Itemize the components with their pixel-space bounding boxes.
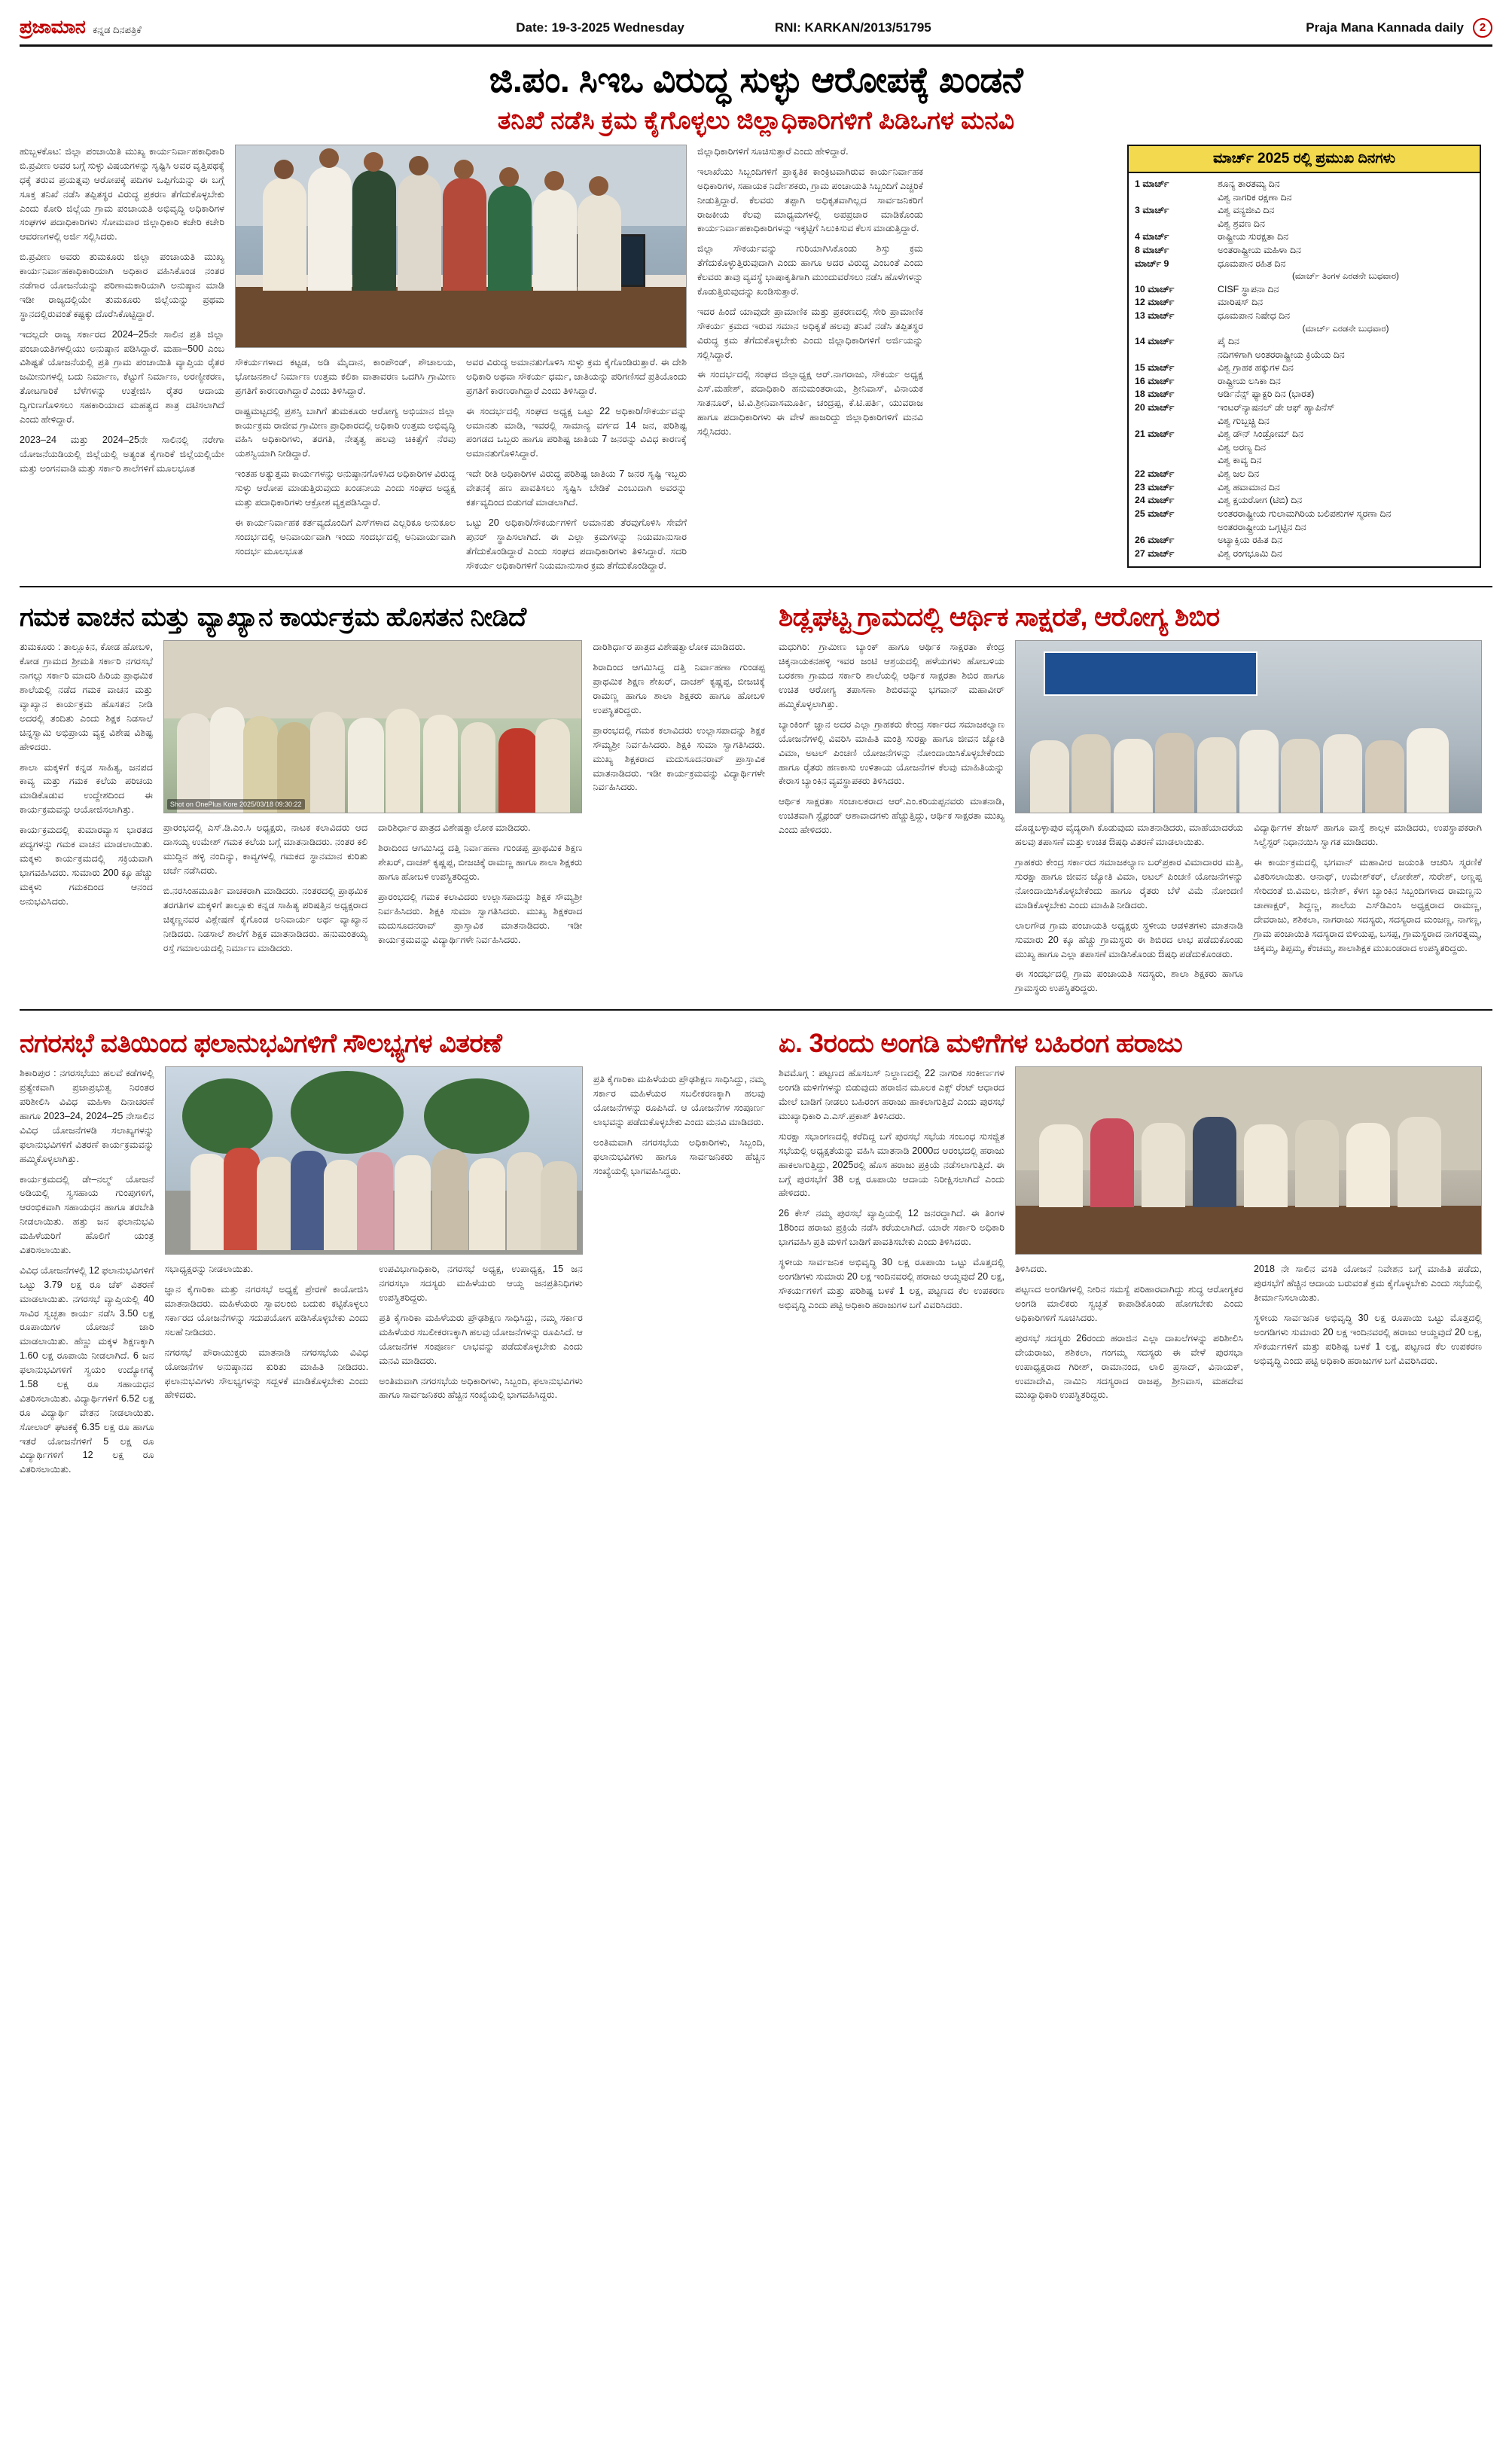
- paragraph: ಈ ಕಾರ್ಯಕ್ರಮದಲ್ಲಿ ಭಗವಾನ್ ಮಹಾವೀರ ಜಯಂತಿ ಆಚರಿಸಿ ಸ್ಮರಣಿಕೆ ವಿತರಿಸಲಾಯಿತು. ಆನಾಥ್, ಉಮೇಶ್‌ಕರ್, ಲೋಕೇಶ್, ಸುರೇಶ್, ಅಣ್ಣಪ್ಪ ಸೇರಿದಂತೆ ಬಿ.ವಿಮಲ, ಜಿನೇಶ್, ಕೆಳಗ ಬ್ಯಾಂಕಿನ ಸಿಬ್ಬಂದಿಗಳಾದ ರಾಮಣ್ಣನು ಚಾಣಾಕ್ಷರ್, ಶಿದ್ದಣ್ಣ, ಶಾಲೆಯ ಎಸ್‌ಡಿಎಂಸಿ ಅಧ್ಯಕ್ಷರಾದ ರಾಮಣ್ಣ, ದೇವರಾಜು, ಶಶಿಕಲಾ, ನಾಗರಾಜು ಸದಸ್ಯರು, ಸದಸ್ಯರಾದ ಮಂಜಣ್ಣ, ನಾಗಣ್ಣ, ಗ್ರಾಮ ಪಂಚಾಯಿತಿ ಸದಸ್ಯರಾದ ಬಿಳಿಯಪ್ಪ, ಬಸಪ್ಪ, ಗ್ರಾಮಸ್ಥರಾದ ನಾಗರತ್ನಮ್ಮ, ಚಿಕ್ಕಮ್ಮ, ತಿಪ್ಪಮ್ಮ, ಕೆಂಚಮ್ಮ, ಶಾಲಾಶಿಕ್ಷಕ ಮುಖಂಡರಾದ ಉಪಸ್ಥಿತರಿದ್ದರು.: [1254, 857, 1482, 953]
- paragraph: ಈ ಸಂದರ್ಭದಲ್ಲಿ ಗ್ರಾಮ ಪಂಚಾಯತಿ ಸದಸ್ಯರು, ಶಾಲಾ ಶಿಕ್ಷಕರು ಹಾಗೂ ಗ್ರಾಮಸ್ಥರು ಉಪಸ್ಥಿತರಿದ್ದರು.: [1015, 968, 1243, 994]
- day-date: [1135, 415, 1213, 429]
- day-row: [1135, 375, 1474, 389]
- paragraph: ಇಲಾಖೆಯು ಸಿಬ್ಬಂದಿಗಳಿಗೆ ಪ್ರಾಕೃತಿಕ ಕಾಂಕ್ರಿಟವಾಗಿರುವ ಕಾರ್ಯನಿರ್ವಾಹಕ ಅಧಿಕಾರಿಗಳ, ಸಹಾಯಕ ನಿರ್ದೇಶಕರು, ಗ್ರಾಮ ಪಂಚಾಯತಿ ಸಿಬ್ಬಂದಿಗೆ ಎಚ್ಚರಿಕೆ ನೀಡುತ್ತಿದ್ದಾರೆ. ಕೆಲವರು ತಪ್ಪಾಗಿ ಅಧಿಕೃತವಾಗಿಲ್ಲದ ಸಾರ್ವಜನಿಕರಿಗೆ ರಾಜಕೀಯ ಕೆಲವು ಮಾಧ್ಯಮಗಳಲ್ಲಿ ಅಪಪ್ರಚಾರ ಮಾಡಿಕೊಂಡು ಕಾರ್ಯನಿರ್ವಾಹಕಾಧಿಕಾರಿಗಳನ್ನು ಇಕ್ಕಟ್ಟಿಗೆ ಸಿಲುಕಿಸುವ ಕೆಲಸ ಮಾಡುತ್ತಿದ್ದಾರೆ.: [697, 166, 923, 234]
- day-name: ಅಟ್ಯಾಕ್ಸಿಯ ರಹಿತ ದಿನ: [1218, 535, 1283, 546]
- paragraph: ದಾರಿಶಿರ್ಧಾರ ಪಾತ್ರದ ವಿಶೇಷತ್ವಾಲೋಕ ಮಾಡಿದರು.: [593, 642, 745, 653]
- day-date: [1135, 191, 1213, 205]
- paragraph: ಸಭಾಧ್ಯಕ್ಷರನ್ನು ನೀಡಲಾಯಿತು.: [164, 1264, 254, 1275]
- paragraph: ಜ್ಞಾನ ಕೈಗಾರಿಕಾ ಮತ್ತು ನಗರಸಭೆ ಅಧ್ಯಕ್ಷೆ ಪ್ರೇರಣೆ ಕಾಯೋಜಿಸಿ ಮಾತನಾಡಿದರು. ಮಹಿಳೆಯರು ಸ್ವಾವಲಂಬಿ ಬದುಕು ಕಟ್ಟಿಕೊಳ್ಳಲು ಸರ್ಕಾರದ ಯೋಜನೆಗಳನ್ನು ಸದುಪಯೋಗ ಪಡಿಸಿಕೊಳ್ಳಬೇಕು ಎಂದು ಸಲಹೆ ನೀಡಿದರು.: [164, 1284, 369, 1337]
- day-date: 16 ಮಾರ್ಚ್: [1135, 375, 1175, 386]
- paragraph: ಸೌಕರ್ಯಗಳಾದ ಕಟ್ಟಡ, ಅಡಿ ಮೈದಾನ, ಕಾಂಪೌಂಡ್, ಶೌಚಾಲಯ, ಭೋಜನಶಾಲೆ ನಿರ್ಮಾಣ ಉತ್ತಮ ಕಲಿಕಾ ವಾತಾವರಣ ಒದಗಿಸಿ ಗ್ರಾಮೀಣ ಪ್ರಗತಿಗೆ ಕಾರಣರಾಗಿದ್ದಾರೆ ಎಂದು ತಿಳಿಸಿದ್ದಾರೆ.: [235, 357, 456, 396]
- paragraph: ಪ್ರಾರಂಭದಲ್ಲಿ ಗಮಕ ಕಲಾವಿದರು ಉಲ್ಲಾಸಪಾದನ್ನು ಶಿಕ್ಷಕ ಸೌಮ್ಯಶ್ರೀ ನಿರ್ವಹಿಸಿದರು. ಶಿಕ್ಷಕಿ ಸುಮಾ ಸ್ವಾಗತಿಸಿದರು. ಮುಖ್ಯ ಶಿಕ್ಷಕರಾದ ಮದುಸೂದನರಾವ್ ಪ್ರಾಸ್ತಾವಿಕ ಮಾತನಾಡಿದರು. ಇಡೀ ಕಾರ್ಯಕ್ರಮವನ್ನು ವಿದ್ಯಾರ್ಥಿಗಳೇ ನಿರ್ವಹಿಸಿದರು.: [378, 892, 583, 945]
- day-name: ವಿಶ್ವ ಅರಣ್ಯ ದಿನ: [1218, 441, 1266, 453]
- story-financial-literacy: [779, 592, 1492, 1002]
- story-financial-column-1: [779, 640, 1004, 1002]
- story-nagarasabhe-headline: ನಗರಸಭೆ ವತಿಯಿಂದ ಫಲಾನುಭವಿಗಳಿಗೆ ಸೌಲಭ್ಯಗಳ ವಿತರಣೆ: [20, 1029, 502, 1059]
- day-name: ಅಂತರರಾಷ್ಟ್ರೀಯ ಒಗ್ಗಟ್ಟಿನ ದಿನ: [1218, 521, 1306, 532]
- masthead-meta: [516, 20, 931, 35]
- day-row: [1135, 428, 1474, 441]
- paragraph: ದಾರಿಶಿರ್ಧಾರ ಪಾತ್ರದ ವಿಶೇಷತ್ವಾಲೋಕ ಮಾಡಿದರು.: [378, 822, 531, 834]
- day-row: [1135, 415, 1474, 429]
- day-name: ರಾಷ್ಟ್ರೀಯ ಸುರಕ್ಷತಾ ದಿನ: [1218, 231, 1288, 242]
- story-gamaka-column-2: [163, 640, 583, 961]
- day-date: 20 ಮಾರ್ಚ್: [1135, 402, 1175, 413]
- important-days-sidebar: [1127, 145, 1481, 568]
- day-date: 24 ಮಾರ್ಚ್: [1135, 495, 1175, 506]
- paragraph: ಪಟ್ಟಣದ ಅಂಗಡಿಗಳಲ್ಲಿ ನೀರಿನ ಸಮಸ್ಯೆ ಪರಿಹಾರವಾಗಿದ್ದು ಶುದ್ಧ ಆರೋಗ್ಯಕರ ಅಂಗಡಿ ಮಾಲಿಕರು ಸ್ವಚ್ಛತೆ ಕಾಪಾಡಿಕೊಂಡು ಹೋಗಬೇಕು ಎಂದು ಅಧಿಕಾರಿಗಳಿಗೆ ಸೂಚಿಸಿದರು.: [1015, 1284, 1243, 1323]
- day-name: ರಾಷ್ಟ್ರೀಯ ಲಸಿಕಾ ದಿನ: [1218, 375, 1281, 386]
- day-row: [1135, 401, 1474, 415]
- day-row: [1135, 230, 1474, 244]
- day-name: CISF ಸ್ಥಾಪನಾ ದಿನ: [1218, 283, 1279, 294]
- paragraph: ಸ್ಥಳೀಯ ಸಾರ್ವಜನಿಕ ಅಭಿವೃದ್ಧಿ 30 ಲಕ್ಷ ರೂಪಾಯಿ ಒಟ್ಟು ಮೊತ್ತದಲ್ಲಿ ಅಂಗಡಿಗಳು ಸುಮಾರು 20 ಲಕ್ಷ ಇಂದಿನವರಲ್ಲಿ ಹರಾಜು ಆಯ್ದವುದೆ 20 ಲಕ್ಷ, ಸೌಕರ್ಯಗಳಿಗೆ ಮತ್ತು ಪರಿಶಿಷ್ಟ ಬಳಕೆ 1 ಲಕ್ಷ, ಪಟ್ಟಣದ ಕೆಲ ಉಪಕರಣ ಅಭಿವೃದ್ಧಿ ಎಂದು ಪಟ್ಟಿ ಅಧಿಕಾರಿ ಹರಾಜುಗಳ ಬಗೆ ವಿವರಿಸಿದರು.: [779, 1256, 1004, 1310]
- story-financial-column-2: [1015, 640, 1482, 1002]
- day-date: [1135, 218, 1213, 231]
- story-gamaka-column-3: [593, 640, 765, 961]
- story-nagarasabhe-column-1: [20, 1066, 154, 1483]
- day-row: [1135, 258, 1474, 271]
- day-name: ವಿಶ್ವ ಜಲ ದಿನ: [1218, 468, 1260, 480]
- paragraph: ಜಿಲ್ಲಾಧಿಕಾರಿಗಳಿಗೆ ಸೂಚಿಸುತ್ತಾರೆ ಎಂದು ಹೇಳಿದ್ದಾರೆ.: [697, 146, 849, 157]
- day-date: 27 ಮಾರ್ಚ್: [1135, 547, 1175, 559]
- day-name: ಇಂಟರ್‌ನ್ಯಾಷನಲ್ ಡೇ ಆಫ್ ಹ್ಯಾಪಿನೆಸ್: [1218, 402, 1335, 413]
- paragraph: ಪ್ರತಿ ಕೈಗಾರಿಕಾ ಮಹಿಳೆಯರು ಪ್ರೌಢಶಿಕ್ಷಣ ಸಾಧಿಸಿದ್ದು, ನಮ್ಮ ಸರ್ಕಾರ ಮಹಿಳೆಯರ ಸಬಲೀಕರಣಕ್ಕಾಗಿ ಹಲವು ಯೋಜನೆಗಳನ್ನು ರೂಪಿಸಿದೆ. ಆ ಯೋಜನೆಗಳ ಸಂಪೂರ್ಣ ಲಾಭವನ್ನು ಪಡೆದುಕೊಳ್ಳಬೇಕು ಎಂದು ಮನವಿ ಮಾಡಿದರು.: [379, 1312, 583, 1366]
- day-date: 22 ಮಾರ್ಚ್: [1135, 468, 1175, 480]
- day-row: [1135, 244, 1474, 258]
- story-financial-headline: ಶಿಡ್ಲಘಟ್ಟ ಗ್ರಾಮದಲ್ಲಿ ಆರ್ಥಿಕ ಸಾಕ್ಷರತೆ, ಆರೋಗ್ಯ ಶಿಬಿರ: [779, 602, 1220, 633]
- day-row: [1135, 521, 1474, 535]
- day-name: ವಿಶ್ವ ಕ್ಷಯರೋಗ (ಟಿಬಿ) ದಿನ: [1218, 495, 1303, 506]
- story-financial-photo: [1015, 640, 1482, 813]
- day-date: 14 ಮಾರ್ಚ್: [1135, 336, 1175, 346]
- day-date: 8 ಮಾರ್ಚ್: [1135, 245, 1169, 256]
- paragraph: ಇದಲ್ಲದೇ ರಾಜ್ಯ ಸರ್ಕಾರದ 2024–25ನೇ ಸಾಲಿನ ಪ್ರತಿ ಜಿಲ್ಲಾ ಪಂಚಾಯತಿಗಳಲ್ಲಿಯು ಅನುಷ್ಠಾನ ಪಡಿಸಿದ್ದಾರೆ. ಮಹಾ–500 ಎಂಬ ವಿಶಿಷ್ಟತೆ ಯೋಜನೆಯಲ್ಲಿ ಪ್ರತಿ ಗ್ರಾಮ ಪಂಚಾಯಿತಿ ವ್ಯಾಪ್ತಿಯ ರೈತರ ಜಮೀನುಗಳಲ್ಲಿ ಬದು ನಿರ್ಮಾಣ, ಕೆಟ್ಟುಗೆ ನಿರ್ಮಾಣ, ಅರಣ್ಯೀಕರಣ, ತೋಟಗಾರಿಕೆ ಬೆಳೆಗಳನ್ನು ಉತ್ತೇಜಿಸಿ ರೈತರ ಆದಾಯ ದ್ವಿಗುಣಗೊಳಿಸಲು ಸಹಕಾರಿಯಾದ ಮಹತ್ವದ ಶಾತ್ರ ದಟಿಸಲಾಗಿದೆ ಎಂದು ಹೇಳಿದ್ದಾರೆ.: [20, 328, 224, 425]
- paragraph: ಶಿರಾದಿಂದ ಆಗಮಿಸಿದ್ದ ದತ್ತಿ ನಿರ್ವಾಹಣಾ ಗುಂಡಪ್ಪ ಪ್ರಾಥಮಿಕ ಶಿಕ್ಷಣ ಶೇಖರ್, ದಾಚಶ್ ಕೃಷ್ಣಪ್ಪ, ಬೀಜಚಿಕ್ಕೆ ರಾಮಣ್ಣ ಹಾಗೂ ಶಾಲಾ ಶಿಕ್ಷಕರು ಹಾಗೂ ಹೋಬಳಿ ಉಪಸ್ಥಿತರಿದ್ದರು.: [378, 843, 583, 883]
- story-nagarasabhe-column-3: [593, 1066, 765, 1483]
- day-row: [1135, 296, 1474, 310]
- day-row: [1135, 204, 1474, 218]
- day-name: ವಿಶ್ವ ಗುಬ್ಬಚ್ಚಿ ದಿನ: [1218, 415, 1270, 426]
- paragraph: ಗ್ರಾಹಕರು ಕೇಂದ್ರ ಸರ್ಕಾರದ ಸಮಾಜಕಲ್ಯಾಣ ಬರ್‌ಪ್ರಕಾರ ವಿಮಾದಾರರ ಮತ್ತಿ, ಸುರಕ್ಷಾ ಹಾಗೂ ಜೀವನ ಜ್ಯೋತಿ ವಿಮಾ, ಅಟಲ್ ಪಿಂಚಣಿ ಯೋಜನೆಗಳನ್ನು ನೋಂದಾಯಿಸಿಕೊಳ್ಳಬೇಕೆಂದು ಹಾಗೂ ರೈತರು ಬೆಳೆ ವಿಮೆ ನೋಂದಣಿ ಮಾಡಿಕೊಳ್ಳಬೇಕು ಎಂದು ಮಾಹಿತಿ ನೀಡಿದರು.: [1015, 857, 1243, 910]
- paragraph: ಜಿಲ್ಲಾ ಸೌಕರ್ಯವನ್ನು ಗುರಿಯಾಗಿಸಿಕೊಂಡು ಶಿಸ್ತು ಕ್ರಮ ತೆಗೆದುಕೊಳ್ಳುತ್ತಿರುವುದಾಗಿ ಎಂದು ಹಾಗೂ ಅದರ ವಿರುದ್ಧ ಎಂಬಂತೆ ಎಂದು ಕೆಲವರು ತಾವು ವ್ಯವಸ್ಥೆ ಭಾಷಾಕೃತಿಗಾಗಿ ಮುಂದುವರೆಸಲು ನಡೆಸಿ ಹೊಳೆಗಳನ್ನು ಕೊಡುತ್ತಿರುವುದನ್ನು ಖಂಡಿಸುತ್ತಾರೆ.: [697, 243, 923, 297]
- lead-column-1: [20, 145, 224, 578]
- paragraph: ಆರ್ಥಿಕ ಸಾಕ್ಷರತಾ ಸಂಚಾಲಕರಾದ ಆರ್.ಎಂ.ಕರಿಯಪ್ಪನವರು ಮಾತನಾಡಿ, ಉಚಿತವಾಗಿ ಸ್ಟೈಫಂಡ್ ಆಶಾವಾದಗಳು ಹೆಚ್ಚುತ್ತಿದ್ದು, ಆರ್ಥಿಕ ಸಾಕ್ಷರತಾ ಮುಖ್ಯ ಎಂದು ಹೇಳಿದರು.: [779, 796, 1004, 836]
- story-gamaka-column-1: [20, 640, 153, 961]
- masthead-logo-block: [20, 17, 142, 38]
- day-name: ಅಂತರಾಷ್ಟ್ರೀಯ ಮಹಿಳಾ ದಿನ: [1218, 245, 1301, 256]
- day-date: 26 ಮಾರ್ಚ್: [1135, 535, 1175, 546]
- day-date: 15 ಮಾರ್ಚ್: [1135, 362, 1175, 374]
- day-row: [1135, 441, 1474, 455]
- day-row: [1135, 218, 1474, 231]
- paragraph: ಇದರ ಹಿಂದೆ ಯಾವುದೇ ಪ್ರಾಮಾಣಿಕ ಮತ್ತು ಪ್ರಕರಣದಲ್ಲಿ ಸೇರಿ ಪ್ರಾಮಾಣಿಕ ಸೌಕರ್ಯ ಕ್ರಮದ ಇರುವ ಸಮಾನ ಅಧಿಕೃತೆ ಹಲವು ತನಿಖೆ ನಡೆಸಿ ತಪ್ಪಿತಸ್ಥರ ವಿರುದ್ಧ ಕ್ರಮ ತೆಗೆದುಕೊಳ್ಳಬೇಕು ಎಂದು ಜಿಲ್ಲಾಧಿಕಾರಿಗಳಿಗೆ ಅರ್ಜಿಯನ್ನು ಸಲ್ಲಿಸಿದ್ದಾರೆ.: [697, 306, 923, 360]
- paragraph: 2023–24 ಮತ್ತು 2024–25ನೇ ಸಾಲಿನಲ್ಲಿ ನರೇಗಾ ಯೋಜನೆಯಡಿಯಲ್ಲಿ ಜಿಲ್ಲೆಯಲ್ಲಿ ಅತ್ಯಂತ ಕೈಗಾರಿಕೆ ಜಿಲ್ಲೆಯಲ್ಲಿಯೇ ಮತ್ತು ಅಂಗನವಾಡಿ ಮತ್ತು ಸರ್ಕಾರಿ ಶಾಲೆಗಳಿಗೆ ಮೂಲಭೂತ: [20, 434, 224, 474]
- story-gamaka-headline: ಗಮಕ ವಾಚನ ಮತ್ತು ವ್ಯಾಖ್ಯಾನ ಕಾರ್ಯಕ್ರಮ ಹೊಸತನ ನೀಡಿದೆ: [20, 602, 526, 633]
- day-name: ಧೂಮಪಾನ ನಿಷೇಧ ದಿನ: [1218, 310, 1291, 321]
- paragraph: ಸುರಕ್ಷಾ ಸಭಾಂಗಣದಲ್ಲಿ ಕರೆದಿದ್ದ ಬಗೆ ಪುರಸಭೆ ಸಭೆಯ ಸಂಬಂಧ ಸುಸಜ್ಜಿತ ಸಭೆಯಲ್ಲಿ ಅಧ್ಯಕ್ಷತೆಯನ್ನು ವಹಿಸಿ ಮಾತನಾಡಿ 2000ದ ಆರಂಭದಲ್ಲಿ ಹರಾಜು ಹಾಕಲಾಗುತ್ತಿದ್ದು, 2025ರಲ್ಲಿ ಹೊಸ ಹರಾಜು ಪ್ರಕ್ರಿಯೆ ನಡೆಸಲಾಗುತ್ತಿದೆ. ಈ ಬಗ್ಗೆ ಪುರಸಭೆಗೆ 38 ಲಕ್ಷ ರೂಪಾಯಿ ಆದಾಯ ನಿರೀಕ್ಷಿಸಲಾಗಿದೆ ಎಂದು ಹೇಳಿದರು.: [779, 1130, 1004, 1199]
- paragraph: ಶಾಲಾ ಮಕ್ಕಳಿಗೆ ಕನ್ನಡ ಸಾಹಿತ್ಯ, ಜನಪದ ಕಾವ್ಯ ಮತ್ತು ಗಮಕ ಕಲೆಯ ಪರಿಚಯ ಮಾಡಿಕೊಡುವ ಉದ್ದೇಶದಿಂದ ಈ ಕಾರ್ಯಕ್ರಮವನ್ನು ಆಯೋಜಿಸಲಾಗಿತ್ತು.: [20, 761, 153, 816]
- paragraph: ದೊಡ್ಡಬಳ್ಳಾಪುರ ವೈದ್ಯರಾಗಿ ಕೊಡುವುದು ಮಾತನಾಡಿದರು, ಮಾಹೆಯಾದರೆಯ ಹಲವು ತಪಾಸಣೆ ಮತ್ತು ಉಚಿತ ಔಷಧಿ ವಿತರಣೆ ಮಾಡಲಾಯಿತು.: [1015, 822, 1243, 848]
- masthead-right: [1306, 18, 1492, 38]
- paragraph: ಪ್ರಾರಂಭದಲ್ಲಿ ಎಸ್.ಡಿ.ಎಂ.ಸಿ ಅಧ್ಯಕ್ಷರು, ನಾಟಕ ಕಲಾವಿದರು ಆದ ದಾಸಯ್ಯ ಉಮೇಶ್ ಗಮಕ ಕಲೆಯ ಬಗ್ಗೆ ಮಾತನಾಡಿದರು. ನಂತರ ಕಲಿ ಮುದ್ದಿನ ಹಳ್ಳಿ ನಂದಿನ್ಯು, ಕಾವ್ಯಗಳಲ್ಲಿ ಗಮಕದ ಸ್ಥಾನಮಾನ ಕುರಿತು ಚರ್ಚೆ ನಡೆಸಿದರು.: [163, 822, 368, 877]
- section-divider-2: [20, 1009, 1492, 1011]
- day-name: ಮಾರಿಷಸ್ ದಿನ: [1218, 297, 1264, 308]
- paragraph: ಹುಬ್ಬಳಕೊಟ: ಜಿಲ್ಲಾ ಪಂಚಾಯಿತಿ ಮುಖ್ಯ ಕಾರ್ಯನಿರ್ವಾಹಕಾಧಿಕಾರಿ ಬಿ.ಪ್ರವೀಣ ಅವರ ಬಗ್ಗೆ ಸುಳ್ಳು ವಿಷಯಗಳನ್ನು ಸೃಷ್ಟಿಸಿ ಅವರ ವೃತ್ತಿಪಥಕ್ಕೆ ಧಕ್ಕೆ ತರುವ ಪ್ರಯತ್ನವು ಆರೋಪಕ್ಕೆ ಪದಿಗಳ ಒಪ್ಪಿಗೆಯನ್ನು ಈ ಬಗ್ಗೆ ಸೂಕ್ತ ತನಿಖೆ ನಡೆಸಿ ತಪ್ಪಿತಸ್ಥರ ವಿರುದ್ಧ ಪ್ರಕರಣ ತೆಗೆದುಕೊಳ್ಳಬೇಕು ಎಂದು ಕೋರಿ ಜಿಲ್ಲೆಯ ಗ್ರಾಮ ಪಂಚಾಯತಿ ಅಭಿವೃದ್ಧಿ ಅಧಿಕಾರಿಗಳ ಸಂಘಗಳ ಪದಾಧಿಕಾರಿಗಳು ಸೋಮವಾರ ಜಿಲ್ಲಾಧಿಕಾರಿ ಕಚೇರಿ ಕಚೇರಿ ಆವರಣಗಳಲ್ಲಿ ಅರ್ಜಿ ಸಲ್ಲಿಸಿದರು.: [20, 146, 224, 242]
- day-row: [1135, 178, 1474, 191]
- story-auction-photo: [1015, 1066, 1482, 1255]
- bottom-section: [20, 1018, 1492, 1483]
- publication-title-english: Praja Mana Kannada daily: [1306, 20, 1464, 35]
- publication-logo: ಪ್ರಜಾಮಾನ: [20, 17, 86, 38]
- day-name: ವಿಶ್ವ ಡೌನ್ ಸಿಂಡ್ರೋಮ್ ದಿನ: [1218, 429, 1303, 440]
- top-section: [20, 145, 1492, 578]
- day-name: ವಿಶ್ವ ಹವಾಮಾನ ದಿನ: [1218, 481, 1280, 493]
- middle-section: [20, 592, 1492, 1002]
- day-name: (ಮಾರ್ಚ್ ಎರಡನೇ ಬುಧವಾರ): [1302, 323, 1389, 334]
- paragraph: ಉಪವಿಭಾಗಾಧಿಕಾರಿ, ನಗರಸಭೆ ಅಧ್ಯಕ್ಷ, ಉಪಾಧ್ಯಕ್ಷ, 15 ಜನ ನಗರಸಭಾ ಸದಸ್ಯರು ಮಹಿಳೆಯರು ಆಯ್ದ ಜನಪ್ರತಿನಿಧಿಗಳು ಉಪಸ್ಥಿತರಿದ್ದರು.: [379, 1264, 583, 1304]
- day-name: ಅಂತರರಾಷ್ಟ್ರೀಯ ಗುಲಾಮಗಿರಿಯ ಬಲಿಪಶುಗಳ ಸ್ಮರಣಾ ದಿನ: [1218, 508, 1392, 519]
- paragraph: 26 ಕೇಸ್ ನಮ್ಮ ಪುರಸಭೆ ವ್ಯಾಪ್ತಿಯಲ್ಲಿ 12 ಜನರದ್ದಾಗಿದೆ. ಈ ತಿಂಗಳ 18ರಿಂದ ಹರಾಜು ಪ್ರಕ್ರಿಯೆ ನಡೆಸಿ ಕರೆಯಲಾಗಿದೆ. ಯಾರೇ ಸರ್ಕಾರಿ ಅಧಿಕಾರಿ ಭಾಗವಹಿಸಿ ಪ್ರತಿ ಮಳಿಗೆ ಬಾಡಿಗೆ ಪಾವತಿಸಬೇಕು ಎಂದು ತಿಳಿಸಿದರು.: [779, 1208, 1004, 1248]
- paragraph: ಈ ಸಂದರ್ಭದಲ್ಲಿ ಸಂಘದ ಅಧ್ಯಕ್ಷ ಒಟ್ಟು 22 ಅಧಿಕಾರಿ/ಸೌಕರ್ಯವನ್ನು ಅಮಾನತು ಮಾಡಿ, ಇವರಲ್ಲಿ ಸಾಮಾನ್ಯ ವರ್ಗದ 14 ಜನ, ಪರಿಶಿಷ್ಟ ಪಂಗಡದ ಒಬ್ಬರು ಹಾಗೂ ಪರಿಶಿಷ್ಟ ಜಾತಿಯ 7 ಜನರನ್ನು ವಿವಿಧ ಕಾರಣಕ್ಕೆ ಅಮಾನತುಗೊಳಿಸಿದ್ದಾರೆ.: [466, 405, 687, 459]
- paragraph: ರಾಷ್ಟ್ರಮಟ್ಟದಲ್ಲಿ ಪ್ರಶಸ್ತಿ ಬಾಗಿಗೆ ತುಮಕೂರು ಆರೋಗ್ಯ ಅಭಿಯಾನ ಜಿಲ್ಲಾ ಕಾರ್ಯಕ್ರಮ ರಾಜೀವ ಗ್ರಾಮೀಣ ಪ್ರಾಧಿಕಾರದಲ್ಲಿ ಅಧಿಕಾರಿ ಉತ್ತಮ ಅಭಿವೃದ್ಧಿ ವಹಿಸಿ ಅಧಿಕಾರಿಗಳು, ತರಗತಿ, ನೇತೃತ್ವ ಹಲವು ಚಿಕಿತ್ಸೆಗೆ ನೆರವು ಯಶಸ್ವಿಯಾಗಿ ನೀಡಿದ್ದಾರೆ.: [235, 405, 456, 459]
- day-row: [1135, 468, 1474, 481]
- paragraph: ತುಮಕೂರು : ತಾಲ್ಲೂಕಿನ, ಕೋಡ ಹೋಬಳಿ, ಕೋಡ ಗ್ರಾಮದ ಶ್ರೀಮತಿ ಸರ್ಕಾರಿ ನಗರಸಭೆ ನಾಗಲ್ಲು ಸರ್ಕಾರಿ ಮಾದರಿ ಹಿರಿಯ ಪ್ರಾಥಮಿಕ ಶಾಲೆಯಲ್ಲಿ ನಡೆದ ಗಮಕ ವಾಚನ ಮತ್ತು ವ್ಯಾಖ್ಯಾನ ಕಾರ್ಯಕ್ರಮ ಹೊಸತನ ನೀಡಿ ಅದರಲ್ಲಿ ತಂದಿತು ಎಂದು ಶಿಕ್ಷಕ ನಿಡಸಾಲೆ ಚಿನ್ನಸ್ವಾಮಿ ಅಭಿಪ್ರಾಯ ವ್ಯಕ್ತ ವಿಶೇಷ ವಿಶಿಷ್ಟ ಹೇಳಿದರು.: [20, 642, 153, 752]
- day-date: [1135, 349, 1213, 362]
- day-date: ಮಾರ್ಚ್ 9: [1135, 258, 1169, 269]
- day-date: [1135, 454, 1213, 468]
- day-date: 4 ಮಾರ್ಚ್: [1135, 231, 1169, 242]
- day-name: ವಿಶ್ವ ರಂಗಭೂಮಿ ದಿನ: [1218, 547, 1282, 559]
- day-date: 1 ಮಾರ್ಚ್: [1135, 178, 1169, 189]
- paragraph: ಬಿ.ನರಸಿಂಹಮೂರ್ತಿ ವಾಚಕರಾಗಿ ಮಾಡಿದರು. ನಂತರದಲ್ಲಿ ಪ್ರಾಥಮಿಕ ತರಗತಿಗಳ ಮಕ್ಕಳಿಗೆ ತಾಲ್ಲೂಕು ಕನ್ನಡ ಸಾಹಿತ್ಯ ಪರಿಷತ್ತಿನ ಅಧ್ಯಕ್ಷರಾದ ಚಿಕ್ಕಣ್ಣನವರ ವಿಶ್ಲೇಷಣೆ ಕೈಗೊಂಡ ಅನಿವಾರ್ಯ ಅರ್ಥ ವ್ಯಾಖ್ಯಾನ ನೀಡಿದರು. ನಿಡಸಾಲೆ ಶಾಲೆಗೆ ಶಿಕ್ಷಕ ಮಾತನಾಡಿದರು. ಹನುಮಂತಯ್ಯ ರಸ್ತೆ ಗಮಾಲಯದಲ್ಲಿ ನಿರ್ಮಾಣ ಮಾಡಿದರು.: [163, 886, 368, 953]
- lead-column-2: [235, 145, 687, 578]
- publication-logo-subtitle: ಕನ್ನಡ ದಿನಪತ್ರಿಕೆ: [93, 24, 142, 35]
- paragraph: ಸ್ಥಳೀಯ ಸಾರ್ವಜನಿಕ ಅಭಿವೃದ್ಧಿ 30 ಲಕ್ಷ ರೂಪಾಯಿ ಒಟ್ಟು ಮೊತ್ತದಲ್ಲಿ ಅಂಗಡಿಗಳು ಸುಮಾರು 20 ಲಕ್ಷ ಇಂದಿನವರಲ್ಲಿ ಹರಾಜು ಆಯ್ದವುದೆ 20 ಲಕ್ಷ, ಸೌಕರ್ಯಗಳಿಗೆ ಮತ್ತು ಪರಿಶಿಷ್ಟ ಬಳಕೆ 1 ಲಕ್ಷ, ಪಟ್ಟಣದ ಕೆಲ ಉಪಕರಣ ಅಭಿವೃದ್ಧಿ ಎಂದು ಪಟ್ಟಿ ಅಧಿಕಾರಿ ಹರಾಜುಗಳ ಬಗೆ ವಿವರಿಸಿದರು.: [1254, 1312, 1482, 1366]
- paragraph: ಈ ಕಾರ್ಯನಿರ್ವಾಹಕ ಕರ್ತವ್ಯದೊಂದಿಗೆ ಎಸ್‌ಗಳಾದ ಎಲ್ಲರಿಕೂ ಅನುಕೂಲ ಸಂದರ್ಭದಲ್ಲಿ ಅನಿವಾರ್ಯವಾಗಿ ಇಂದು ಸಂದರ್ಭದಲ್ಲಿ ಅನಿವಾರ್ಯವಾಗಿ ಸಂದರ್ಭ ಮೂಲಭೂತ: [235, 517, 456, 557]
- day-date: [1135, 323, 1213, 335]
- paragraph: ಈ ಸಂದರ್ಭದಲ್ಲಿ ಸಂಘದ ಜಿಲ್ಲಾಧ್ಯಕ್ಷ ಆರ್.ನಾಗರಾಜು, ಸೌಕರ್ಯ ಅಧ್ಯಕ್ಷ ಎಸ್.ಮಹೇಶ್, ಪದಾಧಿಕಾರಿ ಹನುಮಂತರಾಯ, ಶ್ರೀನಿವಾಸ್, ವಿನಾಯಕ ಸಾತನೂರ್, ಟಿ.ವಿ.ಶ್ರೀನಿವಾಸಮೂರ್ತಿ, ಚಂದ್ರಪ್ಪ, ಕೆ.ಟಿ.ಪರ್ತಿ, ಯುವರಾಜ ಹಾಗೂ ಪದಾಧಿಕಾರಿಗಳು ಈ ವೇಳೆ ಹಾಜರಿದ್ದು ಜಿಲ್ಲಾಧಿಕಾರಿಗಳಿಗೆ ಮನವಿ ಸಲ್ಲಿಸಿದರು.: [697, 369, 923, 438]
- day-row: [1135, 494, 1474, 508]
- day-name: ವಿಶ್ವ ಕಾವ್ಯ ದಿನ: [1218, 455, 1262, 466]
- day-name: ಶೂನ್ಯ ತಾರತಮ್ಯ ದಿನ: [1218, 178, 1280, 189]
- day-name: ವಿಶ್ವ ವನ್ಯಜೀವಿ ದಿನ: [1218, 205, 1275, 216]
- financial-literacy-banner: [1044, 651, 1257, 696]
- paragraph: ವಿದ್ಯಾರ್ಥಿಗಳ ತೇಜಸ್ ಹಾಗೂ ವಾಸ್ತೆ ಶಾಲ್ಗಳ ಮಾಡಿದರು, ಉಪಸ್ಥಾಪಕರಾಗಿ ಸಿಲ್ವೆಸ್ಟರ್ ನಿಧಾನಯಿಸಿ ಸ್ವಾಗತ ಮಾಡಿದರು.: [1254, 822, 1482, 848]
- days-list: [1129, 173, 1480, 566]
- day-date: [1135, 270, 1213, 282]
- paragraph: ಪ್ರತಿ ಕೈಗಾರಿಕಾ ಮಹಿಳೆಯರು ಪ್ರೌಢಶಿಕ್ಷಣ ಸಾಧಿಸಿದ್ದು, ನಮ್ಮ ಸರ್ಕಾರ ಮಹಿಳೆಯರ ಸಬಲೀಕರಣಕ್ಕಾಗಿ ಹಲವು ಯೋಜನೆಗಳನ್ನು ರೂಪಿಸಿದೆ. ಆ ಯೋಜನೆಗಳ ಸಂಪೂರ್ಣ ಲಾಭವನ್ನು ಪಡೆದುಕೊಳ್ಳಬೇಕು ಎಂದು ಮನವಿ ಮಾಡಿದರು.: [593, 1074, 765, 1127]
- day-row: [1135, 310, 1474, 323]
- day-date: 23 ಮಾರ್ಚ್: [1135, 481, 1175, 493]
- day-date: 13 ಮಾರ್ಚ್: [1135, 310, 1175, 321]
- paragraph: ಇದೇ ರೀತಿ ಅಧಿಕಾರಿಗಳ ವಿರುದ್ಧ ಪರಿಶಿಷ್ಟ ಜಾತಿಯ 7 ಜನರ ಸೃಷ್ಟಿ ಇಬ್ಬರು ವೇತನಕ್ಕೆ ಹಣ ಪಾವತಿಸಲು ಸೃಷ್ಟಿಸಿ ಬೇಡಿಕೆ ಎಂಬುದಾಗಿ ಅವರನ್ನು ಕರ್ತವ್ಯದಿಂದ ಬಿಡುಗಡೆ ಮಾಡಲಾಗಿದೆ.: [466, 468, 687, 508]
- rni-number: RNI: KARKAN/2013/51795: [774, 20, 931, 35]
- day-row: [1135, 481, 1474, 495]
- paragraph: ವಿವಿಧ ಯೋಜನೆಗಳಲ್ಲಿ 12 ಫಲಾನುಭವಿಗಳಿಗೆ ಒಟ್ಟು 3.79 ಲಕ್ಷ ರೂ ಚೆಕ್ ವಿತರಣೆ ಮಾಡಲಾಯಿತು. ನಗರಸಭೆ ವ್ಯಾಪ್ತಿಯಲ್ಲಿ 40 ಸಾವಿರ ಸ್ವಚ್ಛತಾ ಕಾರ್ಯ ನಡೆಸಿ 3.50 ಲಕ್ಷ ರೂಪಾಯಿಗಳ ಯೋಜನೆ ಜಾರಿ ಮಾಡಲಾಯಿತು. ಹೆಣ್ಣು ಮಕ್ಕಳ ಶಿಕ್ಷಣಕ್ಕಾಗಿ 1.60 ಲಕ್ಷ ರೂಪಾಯಿ ನೀಡಲಾಗಿದೆ. 6 ಜನ ಫಲಾನುಭವಿಗಳಿಗೆ ಸ್ವಯಂ ಉದ್ಯೋಗಕ್ಕೆ 1.58 ಲಕ್ಷ ರೂ ಸಹಾಯಧನ ವಿತರಿಸಲಾಯಿತು. ವಿದ್ಯಾರ್ಥಿಗಳಿಗೆ 6.52 ಲಕ್ಷ ರೂ ವಿದ್ಯಾರ್ಥಿ ವೇತನ ನೀಡಲಾಯಿತು. ಸೋಲಾರ್ ಘಟಕಕ್ಕೆ 6.35 ಲಕ್ಷ ರೂ ಹಾಗೂ ಇತರೆ ಯೋಜನೆಗಳಿಗೆ 5 ಲಕ್ಷ ರೂ ವಿದ್ಯಾರ್ಥಿಗಳಿಗೆ 12 ಲಕ್ಷ ರೂ ವಿತರಿಸಲಾಯಿತು.: [20, 1264, 154, 1475]
- day-name: ಪೈ ದಿನ: [1218, 336, 1239, 346]
- story-auction-headline: ಏ. 3ರಂದು ಅಂಗಡಿ ಮಳಿಗೆಗಳ ಬಹಿರಂಗ ಹರಾಜು: [779, 1029, 1183, 1059]
- day-row: [1135, 547, 1474, 561]
- paragraph: ತಿಳಿಸಿದರು.: [1015, 1264, 1047, 1275]
- day-date: [1135, 521, 1213, 535]
- day-date: 3 ಮಾರ್ಚ್: [1135, 205, 1169, 216]
- day-date: [1135, 441, 1213, 455]
- masthead: [20, 17, 1492, 47]
- paragraph: ಬಿ.ಪ್ರವೀಣ ಅವರು ತುಮಕೂರು ಜಿಲ್ಲಾ ಪಂಚಾಯತಿ ಮುಖ್ಯ ಕಾರ್ಯನಿರ್ವಾಹಕಾಧಿಕಾರಿಯಾಗಿ ಅಧಿಕಾರ ವಹಿಸಿಕೊಂಡ ನಂತರ ನಡೆಗಾರ ಯೋಜನೆಯನ್ನು ಪರಿಣಾಮಕಾರಿಯಾಗಿ ಅನುಷ್ಠಾನ ಮಾಡಿ ಇಡೀ ರಾಜ್ಯದಲ್ಲಿಯೇ ತುಮಕೂರು ಜಿಲ್ಲೆಯನ್ನು ಪ್ರಥಮ ಸ್ಥಾನದಲ್ಲಿರುವಂತೆ ಕಷ್ಟಕ್ಕು ದೊರೆಸಿಕೊಟ್ಟಿದ್ದಾರೆ.: [20, 252, 224, 319]
- day-row: [1135, 508, 1474, 521]
- issue-date: Date: 19-3-2025 Wednesday: [516, 20, 684, 35]
- day-name: ವಿಶ್ವ ಶ್ರವಣ ದಿನ: [1218, 218, 1265, 229]
- lead-subheadline: ತನಿಖೆ ನಡೆಸಿ ಕ್ರಮ ಕೈಗೊಳ್ಳಲು ಜಿಲ್ಲಾಧಿಕಾರಿಗಳಿಗೆ ಪಿಡಿಒಗಳ ಮನವಿ: [497, 106, 1015, 134]
- day-row: [1135, 388, 1474, 401]
- paragraph: ಶಿರಾದಿಂದ ಆಗಮಿಸಿದ್ದ ದತ್ತಿ ನಿರ್ವಾಹಣಾ ಗುಂಡಪ್ಪ ಪ್ರಾಥಮಿಕ ಶಿಕ್ಷಣ ಶೇಖರ್, ದಾಚಶ್ ಕೃಷ್ಣಪ್ಪ, ಬೀಜಚಿಕ್ಕೆ ರಾಮಣ್ಣ ಹಾಗೂ ಶಾಲಾ ಶಿಕ್ಷಕರು ಹಾಗೂ ಹೋಬಳಿ ಉಪಸ್ಥಿತರಿದ್ದರು.: [593, 662, 765, 716]
- lead-story: [20, 145, 1115, 578]
- story-auction-column-2: [1015, 1066, 1482, 1408]
- day-name: (ಮಾರ್ಚ್ ತಿಂಗಳ ಎರಡನೇ ಬುಧವಾರ): [1292, 271, 1399, 282]
- day-row: [1135, 361, 1474, 375]
- day-row: [1135, 191, 1474, 205]
- story-auction-column-1: [779, 1066, 1004, 1408]
- day-row: [1135, 270, 1474, 282]
- paragraph: ಮಧುಗಿರಿ: ಗ್ರಾಮೀಣ ಬ್ಯಾಂಕ್ ಹಾಗೂ ಆರ್ಥಿಕ ಸಾಕ್ಷರತಾ ಕೇಂದ್ರ ಚಿಕ್ಕನಾಯಕನಹಳ್ಳಿ ಇವರ ಜಂಟಿ ಆಶ್ರಯದಲ್ಲಿ ಹಳೆಯಗಳು ಹೋಬಳಿಯ ಬರಕಣಾ ಗ್ರಾಮದ ಸರ್ಕಾರಿ ಶಾಲೆಯಲ್ಲಿ ಆರ್ಥಿಕ ಸಾಕ್ಷರತಾ ಶಿಬಿರ ಹಾಗೂ ಉಚಿತ ಆರೋಗ್ಯ ತಪಾಸಣಾ ಶಿಬಿರವನ್ನು ಭಗವಾನ್ ಮಹಾವೀರ್ ಹಮ್ಮಿಕೊಳ್ಳಲಾಗಿತ್ತು.: [779, 642, 1004, 710]
- day-name: ಧೂಮಪಾನ ರಹಿತ ದಿನ: [1218, 258, 1286, 269]
- paragraph: ಇಂತಹ ಅತ್ಯುತ್ತಮ ಕಾರ್ಯಗಳನ್ನು ಅನುಷ್ಠಾನಗೊಳಿಸಿದ ಅಧಿಕಾರಿಗಳ ವಿರುದ್ಧ ಸುಳ್ಳು ಆರೋಪ ಮಾಡುತ್ತಿರುವುದು ಖಂಡನೀಯ ಎಂದು ಸಂಘದ ಅಧ್ಯಕ್ಷ ಮತ್ತು ಪದಾಧಿಕಾರಿಗಳು ಆಕ್ರೋಶ ವ್ಯಕ್ತಪಡಿಸಿದ್ದಾರೆ.: [235, 468, 456, 508]
- paragraph: ಕಾರ್ಯಕ್ರಮದಲ್ಲಿ ಡೇ–ನಲ್ಮ್ ಯೋಜನೆ ಅಡಿಯಲ್ಲಿ ಸ್ವಸಹಾಯ ಗುಂಪುಗಳಿಗೆ, ಆರಂಭಿಕವಾಗಿ ಸಹಾಯಧನ ಹಾಗೂ ತರಬೇತಿ ನೀಡಲಾಯಿತು. ಹತ್ತು ಜನ ಫಲಾನುಭವಿ ಮಹಿಳೆಯರಿಗೆ ಹೊಲಿಗೆ ಯಂತ್ರ ವಿತರಿಸಲಾಯಿತು.: [20, 1173, 154, 1255]
- paragraph: ಅವರ ವಿರುದ್ಧ ಅಮಾನತುಗೊಳಿಸಿ ಸುಳ್ಳು ಕ್ರಮ ಕೈಗೊಂಡಿರುತ್ತಾರೆ. ಈ ದೇಶಿ ಅಧಿಕಾರಿ ಅಥವಾ ಸೌಕರ್ಯ ಧರ್ಮ, ಜಾತಿಯನ್ನು ಪರಿಗಣಿಸದೆ ಪ್ರತಿಯೊಂದು ಪ್ರಗತಿಗೆ ಕಾರಣರಾಗಿದ್ದಾರೆ ಎಂದು ತಿಳಿಸಿದ್ದಾರೆ.: [466, 357, 687, 396]
- paragraph: ಕಾರ್ಯಕ್ರಮದಲ್ಲಿ ಕುಮಾರವ್ಯಾಸ ಭಾರತದ ಪದ್ಯಗಳನ್ನು ಗಮಕ ವಾಚನ ಮಾಡಲಾಯಿತು. ಮಕ್ಕಳು ಕಾರ್ಯಕ್ರಮದಲ್ಲಿ ಸಕ್ರಿಯವಾಗಿ ಭಾಗವಹಿಸಿದರು. ಸುಮಾರು 200 ಕ್ಕೂ ಹೆಚ್ಚು ಮಕ್ಕಳು ಗಮಕದಿಂದ ಆನಂದ ಅನುಭವಿಸಿದರು.: [20, 825, 153, 907]
- story-gamaka-photo: [163, 640, 583, 813]
- story-nagarasabhe: [20, 1018, 765, 1483]
- page-number-badge: 2: [1473, 18, 1492, 38]
- paragraph: ನಗರಸಭೆ ಪೌರಾಯುಕ್ತರು ಮಾತನಾಡಿ ನಗರಸಭೆಯ ವಿವಿಧ ಯೋಜನೆಗಳ ಅನುಷ್ಠಾನದ ಕುರಿತು ಮಾಹಿತಿ ನೀಡಿದರು. ಫಲಾನುಭವಿಗಳು ಸೌಲಭ್ಯಗಳನ್ನು ಸದ್ಬಳಕೆ ಮಾಡಿಕೊಳ್ಳಬೇಕು ಎಂದು ಹೇಳಿದರು.: [164, 1347, 369, 1401]
- story-gamaka-photo-caption: Shot on OnePlus Kore 2025/03/18 09:30:22: [167, 799, 305, 810]
- day-name: ಆರ್ಡಿನೆನ್ಸ್ ಫ್ಯಾಕ್ಟರಿ ದಿನ (ಭಾರತ): [1218, 389, 1315, 400]
- day-row: [1135, 283, 1474, 297]
- days-box: [1127, 145, 1481, 568]
- paragraph: ಒಟ್ಟು 20 ಅಧಿಕಾರಿ/ಸೌಕರ್ಯಗಳಿಗೆ ಅಮಾನತು ತೆರವುಗೊಳಿಸಿ ಸೇವೆಗೆ ಪುನರ್ ಸ್ಥಾಪಿಸಲಾಗಿದೆ. ಈ ಎಲ್ಲಾ ಕ್ರಮಗಳನ್ನು ನಿಯಮಾನುಸಾರ ತೆಗೆದುಕೊಂಡಿದ್ದಾರೆ ಎಂದು ಸಂಘದ ಪದಾಧಿಕಾರಿಗಳು ತಿಳಿಸಿದ್ದಾರೆ. ಸದರಿ ಸೌಕರ್ಯ ಅಧಿಕಾರಿಗಳಿಗೆ ನಿಯಮಾನುಸಾರ ಕ್ರಮ ತೆಗೆದುಕೊಂಡಿದ್ದಾರೆ.: [466, 517, 687, 571]
- paragraph: ಅಂತಿಮವಾಗಿ ನಗರಸಭೆಯ ಅಧಿಕಾರಿಗಳು, ಸಿಬ್ಬಂದಿ, ಫಲಾನುಭವಿಗಳು ಹಾಗೂ ಸಾರ್ವಜನಿಕರು ಹೆಚ್ಚಿನ ಸಂಖ್ಯೆಯಲ್ಲಿ ಭಾಗವಹಿಸಿದ್ದರು.: [593, 1136, 765, 1176]
- day-row: [1135, 349, 1474, 362]
- paragraph: ಶಿಕಾರಿಪುರ : ನಗರಸಭೆಯು ಹಲವೆ ಕಡೆಗಳಲ್ಲಿ ಪ್ರತ್ಯೇಕವಾಗಿ ಪ್ರಜಾಪ್ರಭುತ್ವ ನಿರಂತರ ಪರಿಶೀಲಿಸಿ ವಿವಿಧ ಮಹಿಳಾ ದಿನಾಚರಣೆ ಹಾಗೂ 2023–24, 2024–25 ನೇಸಾಲಿನ ವಿವಿಧ ಯೋಜನೆಗಳಡಿ ಸಲಾಖ್ಯಗಳನ್ನು ಫಲಾನುಭವಿಗಳಿಗೆ ವಿತರಣೆ ಕಾರ್ಯಕ್ರಮವನ್ನು ಹಮ್ಮಿಕೊಳ್ಳಲಾಗಿತ್ತು.: [20, 1068, 154, 1164]
- lead-column-4: [697, 145, 923, 578]
- paragraph: ಪ್ರಾರಂಭದಲ್ಲಿ ಗಮಕ ಕಲಾವಿದರು ಉಲ್ಲಾಸಪಾದನ್ನು ಶಿಕ್ಷಕ ಸೌಮ್ಯಶ್ರೀ ನಿರ್ವಹಿಸಿದರು. ಶಿಕ್ಷಕಿ ಸುಮಾ ಸ್ವಾಗತಿಸಿದರು. ಮುಖ್ಯ ಶಿಕ್ಷಕರಾದ ಮದುಸೂದನರಾವ್ ಪ್ರಾಸ್ತಾವಿಕ ಮಾತನಾಡಿದರು. ಇಡೀ ಕಾರ್ಯಕ್ರಮವನ್ನು ವಿದ್ಯಾರ್ಥಿಗಳೇ ನಿರ್ವಹಿಸಿದರು.: [593, 724, 765, 793]
- story-nagarasabhe-column-2: [165, 1066, 583, 1483]
- day-name: ವಿಶ್ವ ನಾಗರಿಕ ರಕ್ಷಣಾ ದಿನ: [1218, 191, 1292, 203]
- story-gamaka: [20, 592, 765, 1002]
- paragraph: ಶಿವಮೊಗ್ಗ : ಪಟ್ಟಣದ ಹೊಸಬಸ್ ನಿಲ್ದಾಣದಲ್ಲಿ 22 ನಾಗರಿಕ ಸಂಕೀರ್ಣಗಳ ಅಂಗಡಿ ಮಳಿಗೆಗಳನ್ನು ಬಿಡುವುದು ಹರಾಜಿನ ಮೂಲಕ ಎಕ್ಸ್ ರೆಂಟ್ ಆಧಾರದ ಮೇಲೆ ಬಾಡಿಗೆ ನೀಡಲು ಬಹಿರಂಗ ಹರಾಜು ಹಾಕಲಾಗುತ್ತಿದೆ ಎಂದು ಪುರಸಭೆ ಮುಖ್ಯಾಧಿಕಾರಿ ಎ.ಎಸ್.ಪ್ರಕಾಶ್ ತಿಳಿಸಿದರು.: [779, 1068, 1004, 1121]
- paragraph: ಬ್ಯಾಂಕಿಂಗ್ ಜ್ಞಾನ ಅದರ ಎಲ್ಲಾ ಗ್ರಾಹಕರು ಕೇಂದ್ರ ಸರ್ಕಾರದ ಸಮಾಜಕಲ್ಯಾಣ ಯೋಜನೆಗಳಲ್ಲಿ ವಿವರಿಸಿ ಮಾಹಿತಿ ಮಂತ್ರಿ ಸುರಕ್ಷಾ ಹಾಗೂ ಜೀವನ ಜ್ಯೋತಿ ವಿಮಾ, ಅಟಲ್ ಪಿಂಚಣಿ ಯೋಜನೆಗಳನ್ನು ನೋಂದಾಯಿಸಿಕೊಳ್ಳಬೇಕೆಂದು ಹಾಗೂ ರೈತರು ಹಣಕಾಸು ಉಳಿತಾಯ ಯೋಜನೆಗಳ ಕೆಲವು ಮಾಹಿತಿಯನ್ನು ಕೇರಾಸ ಬ್ಯಾಂಕಿನ ವ್ಯವಸ್ಥಾಪಕರು ತಿಳಿಸಿದರು.: [779, 718, 1004, 787]
- day-row: [1135, 323, 1474, 335]
- day-date: 18 ಮಾರ್ಚ್: [1135, 389, 1175, 400]
- day-name: ನದಿಗಳಿಗಾಗಿ ಅಂತರರಾಷ್ಟ್ರೀಯ ಕ್ರಿಯೆಯ ದಿನ: [1218, 349, 1345, 360]
- day-date: 25 ಮಾರ್ಚ್: [1135, 508, 1175, 519]
- day-name: ವಿಶ್ವ ಗ್ರಾಹಕ ಹಕ್ಕುಗಳ ದಿನ: [1218, 362, 1294, 374]
- section-divider: [20, 586, 1492, 587]
- day-row: [1135, 335, 1474, 349]
- day-date: 10 ಮಾರ್ಚ್: [1135, 283, 1175, 294]
- paragraph: ಅಂತಿಮವಾಗಿ ನಗರಸಭೆಯ ಅಧಿಕಾರಿಗಳು, ಸಿಬ್ಬಂದಿ, ಫಲಾನುಭವಿಗಳು ಹಾಗೂ ಸಾರ್ವಜನಿಕರು ಹೆಚ್ಚಿನ ಸಂಖ್ಯೆಯಲ್ಲಿ ಭಾಗವಹಿಸಿದ್ದರು.: [379, 1375, 583, 1401]
- lead-headline: ಜಿ.ಪಂ. ಸಿಇಒ ವಿರುದ್ಧ ಸುಳ್ಳು ಆರೋಪಕ್ಕೆ ಖಂಡನೆ: [489, 59, 1023, 99]
- lead-photo: [235, 145, 687, 348]
- story-nagarasabhe-photo: [165, 1066, 583, 1255]
- day-date: 12 ಮಾರ್ಚ್: [1135, 297, 1175, 308]
- day-row: [1135, 534, 1474, 547]
- day-row: [1135, 454, 1474, 468]
- story-auction: [779, 1018, 1492, 1483]
- days-box-title: ಮಾರ್ಚ್ 2025 ರಲ್ಲಿ ಪ್ರಮುಖ ದಿನಗಳು: [1129, 146, 1480, 173]
- paragraph: ಲಾಲಗೌಡ ಗ್ರಾಮ ಪಂಚಾಯತಿ ಅಧ್ಯಕ್ಷರು ಸ್ಥಳೀಯ ಆಡಳಿತಗಳು ಮಾತನಾಡಿ ಸುಮಾರು 20 ಕ್ಕೂ ಹೆಚ್ಚು ಗ್ರಾಮಸ್ಥರು ಈ ಶಿಬಿರದ ಲಾಭ ಪಡೆದುಕೊಂಡು ಮುಖ್ಯ ಹಾಗೂ ಎಲ್ಲಾ ತಪಾಸಣೆ ಮಾಡಿಸಿಕೊಂಡು ಔಷಧಿ ಪಡೆದುಕೊಂಡರು.: [1015, 920, 1243, 959]
- day-date: 21 ಮಾರ್ಚ್: [1135, 429, 1175, 440]
- paragraph: 2018 ನೇ ಸಾಲಿನ ವಸತಿ ಯೋಜನೆ ನಿವೇಶನ ಬಗ್ಗೆ ಮಾಹಿತಿ ಪಡೆದು, ಪುರಸಭೆಗೆ ಹೆಚ್ಚಿನ ಆದಾಯ ಬರುವಂತೆ ಕ್ರಮ ಕೈಗೊಳ್ಳಬೇಕು ಎಂದು ಸಭೆಯಲ್ಲಿ ತೀರ್ಮಾನಿಸಲಾಯಿತು.: [1254, 1264, 1482, 1304]
- paragraph: ಪುರಸಭೆ ಸದಸ್ಯರು 26ರಂದು ಹರಾಜಿನ ಎಲ್ಲಾ ದಾಖಲೆಗಳನ್ನು ಪರಿಶೀಲಿಸಿ ದೇಯರಾಜು, ಶಶಿಕಲಾ, ಗಂಗಮ್ಮ ಸದಸ್ಯರು ಈ ವೇಳೆ ಪುರಸಭಾ ಉಪಾಧ್ಯಕ್ಷರಾದ ಗಿರೀಶ್, ರಾಮಾನಂದ, ಲಾಲಿ ಪ್ರಸಾದ್, ವಿನಾಯಕ್, ಉಮಾದೇವಿ, ನಾಮಿನಿ ಸದಸ್ಯರಾದ ರಾಜಪ್ಪ, ಶ್ರೀನಿವಾಸ, ಮಹದೇವ ಮುಖ್ಯಾಧಿಕಾರಿ ಉಪಸ್ಥಿತರಿದ್ದರು.: [1015, 1332, 1243, 1401]
